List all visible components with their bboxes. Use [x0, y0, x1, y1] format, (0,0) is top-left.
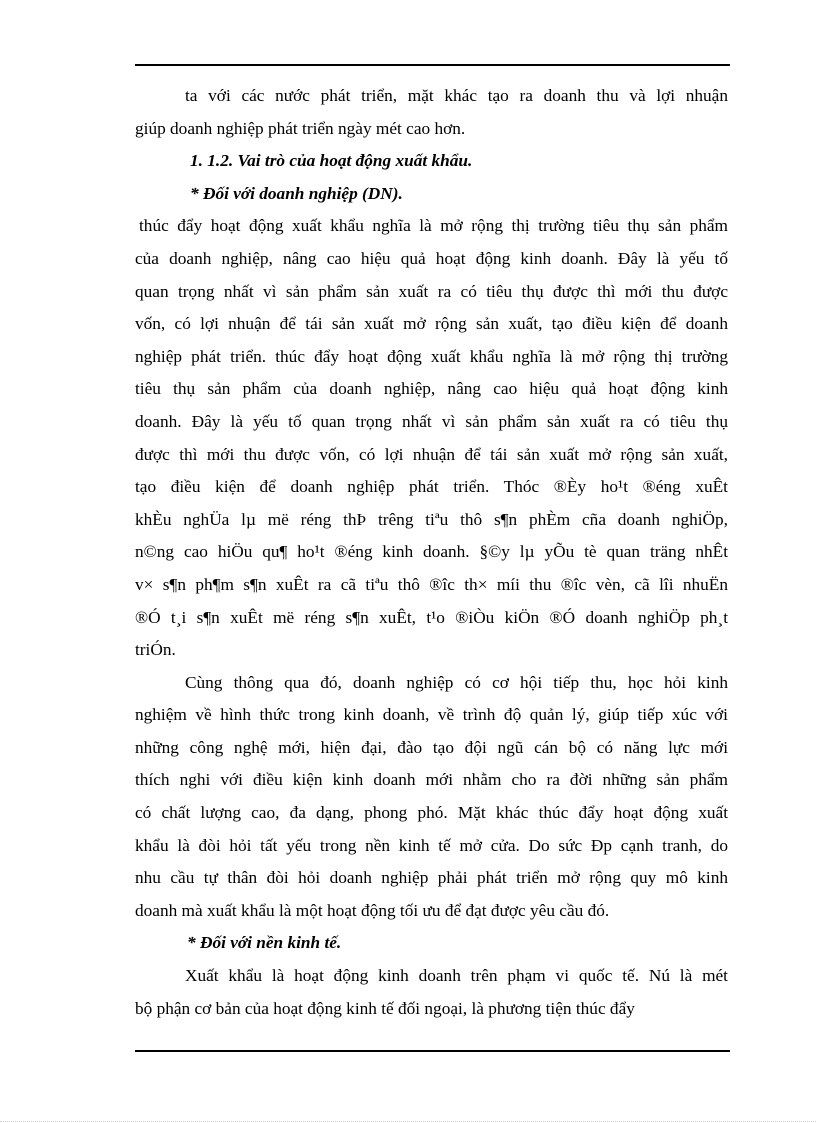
page-edge-dotted-line — [0, 1121, 816, 1122]
text-line: những công nghệ mới, hiện đại, đào tạo đội ngũ cán bộ có năng lực mới — [135, 737, 728, 757]
text-line: doanh. Đây là yếu tố quan trọng nhất vì sản phẩm sản xuất ra có tiêu thụ — [135, 411, 728, 431]
text-line: nghiệp phát triển. thúc đẩy hoạt động xuất khẩu nghĩa là mở rộng thị trường — [135, 346, 728, 366]
header-rule — [135, 64, 730, 66]
subsection-heading: * Đối với nền kinh tế. — [187, 933, 342, 953]
text-line: ®Ó t¸i s¶n xuÊt më réng s¶n xuÊt, t¹o ®iÒu kiÖn ®Ó doanh nghiÖp ph¸t — [135, 607, 728, 627]
text-line: vốn, có lợi nhuận để tái sản xuất mở rộng sản xuất, tạo điều kiện để doanh — [135, 314, 728, 334]
text-line: có chất lượng cao, đa dạng, phong phó. Mặt khác thúc đẩy hoạt động xuất — [135, 803, 728, 823]
footer-rule — [135, 1050, 730, 1052]
text-line: giúp doanh nghiệp phát triển ngày mét cao hơn. — [135, 118, 466, 138]
text-line: ta với các nước phát triển, mặt khác tạo ra doanh thu và lợi nhuận — [185, 86, 728, 105]
text-line: khÈu nghÜa lµ më réng thÞ trêng tiªu thô s¶n phÈm cña doanh nghiÖp, — [135, 509, 728, 529]
text-line: quan trọng nhất vì sản phẩm sản xuất ra có tiêu thụ được thì mới thu được — [135, 281, 728, 301]
document-body — [135, 80, 728, 1025]
text-line: khẩu là đòi hỏi tất yếu trong nền kinh tế mở cửa. Do sức Ðp cạnh tranh, do — [135, 835, 728, 855]
subsection-heading: * Đối với doanh nghiệp (DN). — [190, 183, 403, 203]
text-line: v× s¶n ph¶m s¶n xuÊt ra cã tiªu thô ®îc th× míi thu ®îc vèn, cã lîi nhuËn — [135, 574, 728, 594]
text-line: Cùng thông qua đó, doanh nghiệp có cơ hội tiếp thu, học hỏi kinh — [185, 672, 728, 692]
text-line: nhu cầu tự thân đòi hỏi doanh nghiệp phải phát triển mở rộng quy mô kinh — [135, 868, 728, 888]
text-line: tiêu thụ sản phẩm của doanh nghiệp, nâng cao hiệu quả hoạt động kinh — [135, 379, 728, 399]
text-line: n©ng cao hiÖu qu¶ ho¹t ®éng kinh doanh. §©y lµ yÕu tè quan träng nhÊt — [135, 542, 728, 562]
text-line: bộ phận cơ bản của hoạt động kinh tế đối ngoại, là phương tiện thúc đẩy — [135, 998, 635, 1018]
section-heading: 1. 1.2. Vai trò của hoạt động xuất khẩu. — [190, 151, 473, 171]
text-line: triÓn. — [135, 640, 176, 660]
text-line: nghiệm về hình thức trong kinh doanh, về trình độ quản lý, giúp tiếp xúc với — [135, 705, 728, 725]
text-line: thúc đẩy hoạt động xuất khẩu nghĩa là mở rộng thị trường tiêu thụ sản phẩm — [139, 216, 728, 236]
text-line: được thì mới thu được vốn, có lợi nhuận để tái sản xuất mở rộng sản xuất, — [135, 444, 728, 464]
text-line: thích nghi với điều kiện kinh doanh mới nhằm cho ra đời những sản phẩm — [135, 770, 728, 790]
text-line: của doanh nghiệp, nâng cao hiệu quả hoạt động kinh doanh. Đây là yếu tố — [135, 248, 728, 268]
text-line: Xuất khẩu là hoạt động kinh doanh trên phạm vi quốc tế. Nú là mét — [185, 966, 728, 986]
text-line: tạo điều kiện để doanh nghiệp phát triển. Thóc ®Èy ho¹t ®éng xuÊt — [135, 477, 728, 497]
text-line: doanh mà xuất khẩu là một hoạt động tối ưu để đạt được yêu cầu đó. — [135, 900, 610, 920]
